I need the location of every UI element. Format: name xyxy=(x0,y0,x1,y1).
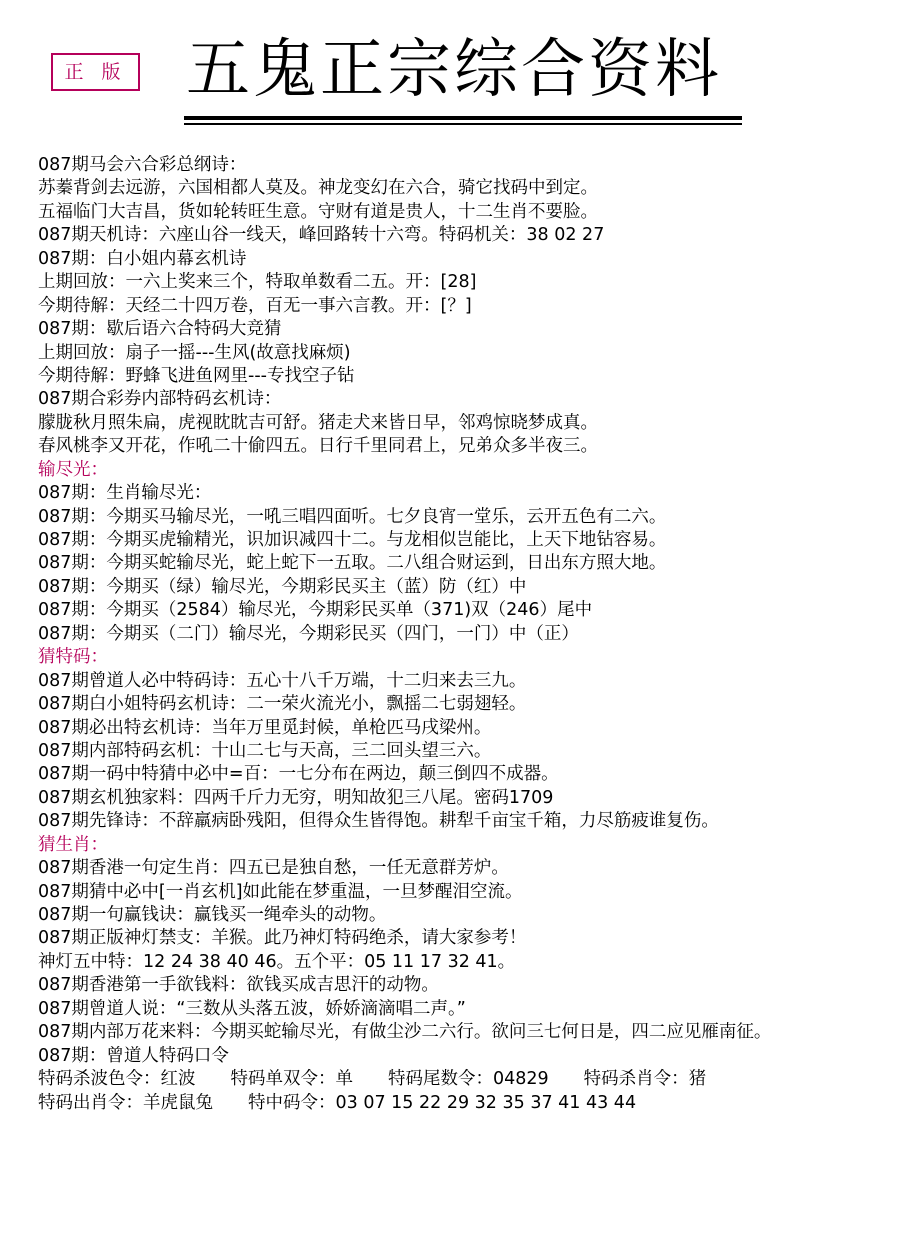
text-line: 上期回放：扇子一摇---生风(故意找麻烦) xyxy=(38,342,351,363)
text-line: 087期先锋诗：不辞羸病卧残阳，但得众生皆得饱。耕犁千亩宝千箱，力尽筋疲谁复伤。 xyxy=(38,811,719,832)
text-line: 087期合彩券内部特码玄机诗： xyxy=(38,389,282,410)
text-line: 神灯五中特：12 24 38 40 46。五个平：05 11 17 32 41。 xyxy=(38,951,516,972)
text-line: 087期白小姐特码玄机诗：二一荣火流光小，飘摇二七弱翅轻。 xyxy=(38,694,527,715)
content-lines xyxy=(38,154,888,1115)
text-line: 春风桃李又开花，作吼二十偷四五。日行千里同君上，兄弟众多半夜三。 xyxy=(38,436,598,457)
text-line: 087期一句赢钱诀：赢钱买一绳牵头的动物。 xyxy=(38,905,387,925)
section-heading: 猜生肖： xyxy=(38,834,108,855)
text-line: 087期：今期买（2584）输尽光，今期彩民买单（371)双（246）尾中 xyxy=(38,600,593,621)
text-line: 今期待解：野蜂飞进鱼网里---专找空子钻 xyxy=(38,365,355,386)
text-line: 今期待解：天经二十四万卷，百无一事六言教。开：[？] xyxy=(38,295,472,316)
text-line: 特码杀波色令：红波 特码单双令：单 特码尾数令：04829 特码杀肖令：猪 xyxy=(38,1069,707,1090)
title-underline-thin xyxy=(184,123,742,125)
text-line: 087期：今期买蛇输尽光，蛇上蛇下一五取。二八组合财运到，日出东方照大地。 xyxy=(38,553,667,574)
genuine-stamp: 正 版 xyxy=(51,53,140,91)
text-line: 特码出肖令：羊虎鼠兔 特中码令：03 07 15 22 29 32 35 37 41 43 44 xyxy=(38,1092,637,1113)
text-line: 087期：白小姐内幕玄机诗 xyxy=(38,248,247,269)
text-line: 087期天机诗：六座山谷一线天，峰回路转十六弯。特码机关：38 02 27 xyxy=(38,225,605,246)
text-line: 上期回放：一六上奖来三个，特取单数看二五。开：[28] xyxy=(38,272,477,293)
text-line: 087期正版神灯禁支：羊猴。此乃神灯特码绝杀，请大家参考！ xyxy=(38,928,527,949)
title-underline-thick xyxy=(184,116,742,120)
text-line: 087期：今期买虎输精光，识加识减四十二。与龙相似岂能比，上天下地钻容易。 xyxy=(38,530,667,550)
text-line: 087期必出特玄机诗：当年万里觅封候，单枪匹马戌梁州。 xyxy=(38,717,492,738)
section-heading: 猜特码： xyxy=(38,647,108,668)
text-line: 087期曾道人必中特码诗：五心十八千万端，十二归来去三九。 xyxy=(38,670,527,691)
section-heading: 输尽光： xyxy=(38,459,108,480)
text-line: 朦胧秋月照朱扁，虎视眈眈吉可舒。猪走犬来皆日早，邻鸡惊晓梦成真。 xyxy=(38,412,598,433)
text-line: 087期：今期买（绿）输尽光，今期彩民买主（蓝）防（红）中 xyxy=(38,576,527,597)
text-line: 087期：歇后语六合特码大竞猜 xyxy=(38,319,282,340)
text-line: 087期马会六合彩总纲诗： xyxy=(38,155,247,175)
text-line: 087期：曾道人特码口令 xyxy=(38,1045,229,1066)
text-line: 087期香港一句定生肖：四五已是独自愁，一任无意群芳炉。 xyxy=(38,858,509,879)
text-line: 苏蓁背剑去远游，六国相都人莫及。神龙变幻在六合，骑它找码中到定。 xyxy=(38,178,598,199)
text-line: 087期曾道人说：“三数从头落五波，娇娇滴滴唱二声。” xyxy=(38,998,466,1019)
text-line: 087期玄机独家料：四两千斤力无穷，明知故犯三八尾。密码1709 xyxy=(38,787,554,808)
text-line: 087期：今期买（二门）输尽光，今期彩民买（四门，一门）中（正） xyxy=(38,623,579,644)
text-line: 087期：今期买马输尽光，一吼三唱四面听。七夕良宵一堂乐，云开五色有二六。 xyxy=(38,506,667,527)
text-line: 087期一码中特猜中必中=百：一七分布在两边，颠三倒四不成器。 xyxy=(38,764,559,785)
text-line: 087期：生肖输尽光： xyxy=(38,483,212,504)
text-line: 087期香港第一手欲钱料：欲钱买成吉思汗的动物。 xyxy=(38,975,439,996)
text-line: 087期猜中必中[一肖玄机]如此能在梦重温，一旦梦醒泪空流。 xyxy=(38,881,523,902)
text-line: 087期内部特码玄机：十山二七与天高，三二回头望三六。 xyxy=(38,740,492,761)
page-title: 五鬼正宗综合资料 xyxy=(186,33,722,107)
text-line: 087期内部万花来料：今期买蛇输尽光，有做尘沙二六行。欲问三七何日是，四二应见雁南征。 xyxy=(38,1022,772,1043)
text-line: 五福临门大吉昌，货如轮转旺生意。守财有道是贵人，十二生肖不要脸。 xyxy=(38,201,598,222)
